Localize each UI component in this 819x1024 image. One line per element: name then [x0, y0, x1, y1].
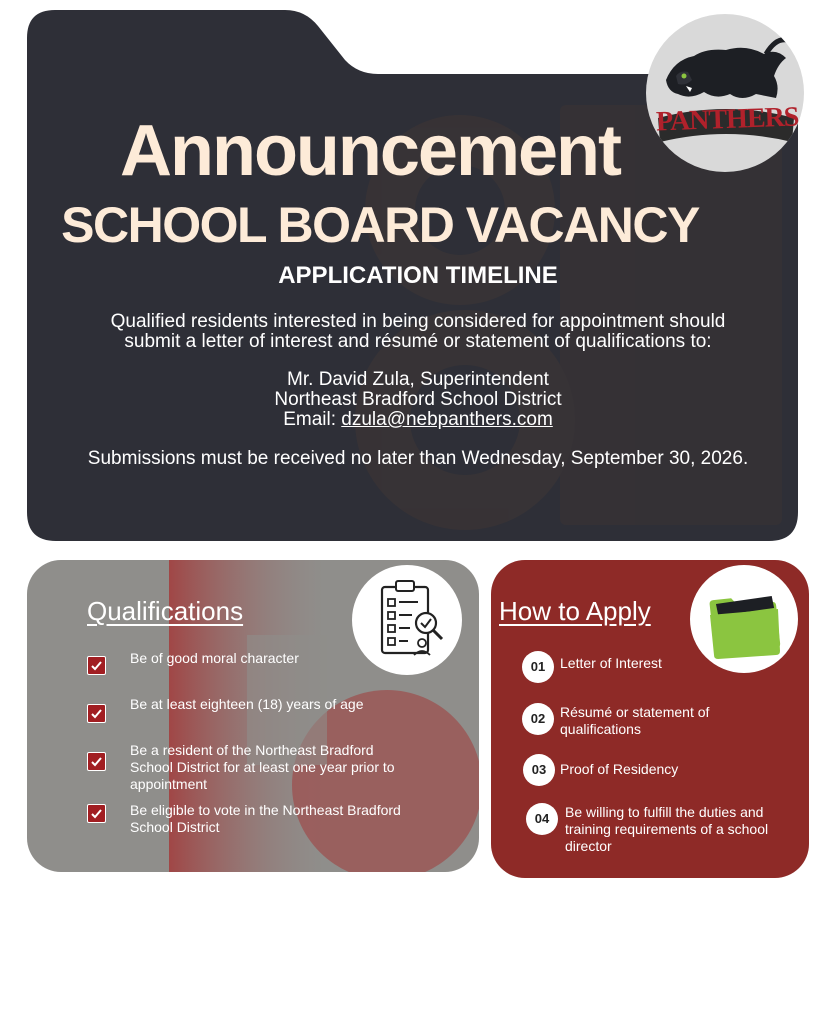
contact-name: Mr. David Zula, Superintendent	[287, 369, 549, 390]
checkbox-checked-icon	[87, 804, 106, 823]
email-link[interactable]: dzula@nebpanthers.com	[341, 409, 553, 430]
qualifications-card	[27, 560, 479, 872]
step-number-badge: 04	[526, 803, 558, 835]
qualifications-title: Qualifications	[87, 596, 244, 626]
checkbox-checked-icon	[87, 752, 106, 771]
contact-block	[60, 370, 776, 430]
qualification-text: Be at least eighteen (18) years of age	[130, 696, 364, 712]
step-text: qualifications	[560, 721, 641, 737]
checkbox-checked-icon	[87, 656, 106, 675]
email-label: Email:	[283, 409, 342, 430]
announcement-title: Announcement	[119, 111, 620, 191]
qualification-text: Be of good moral character	[130, 650, 299, 666]
how-to-apply-title: How to Apply	[499, 596, 651, 626]
step-text: director	[565, 838, 612, 854]
how-to-apply-card	[491, 560, 809, 878]
qualification-text: Be a resident of the Northeast Bradford	[130, 742, 374, 758]
qualification-text: School District	[130, 819, 220, 835]
deadline-text: Submissions must be received no later than Wednesday, September 30, 2026.	[87, 448, 749, 469]
vacancy-subtitle: SCHOOL BOARD VACANCY	[61, 197, 699, 253]
qualification-text: appointment	[130, 776, 208, 792]
step-text: Proof of Residency	[560, 761, 679, 777]
checkbox-checked-icon	[87, 704, 106, 723]
contact-email-line	[60, 410, 776, 430]
qualification-text: Be eligible to vote in the Northeast Bradford	[130, 802, 401, 818]
step-text: Be willing to fulfill the duties and	[565, 804, 764, 820]
step-number-badge: 03	[523, 754, 555, 786]
step-text: Résumé or statement of	[560, 704, 710, 720]
contact-org: Northeast Bradford School District	[274, 389, 562, 410]
intro-line: submit a letter of interest and résumé or statement of qualifications to:	[124, 331, 712, 352]
step-text: Letter of Interest	[560, 655, 662, 671]
timeline-heading: APPLICATION TIMELINE	[278, 262, 558, 289]
step-number-badge: 01	[522, 651, 554, 683]
step-number-badge: 02	[522, 703, 554, 735]
qualification-text: School District for at least one year prior to	[130, 759, 395, 775]
intro-line: Qualified residents interested in being considered for appointment should	[110, 311, 726, 332]
logo-wordmark: PANTHERS	[655, 101, 799, 138]
step-text: training requirements of a school	[565, 821, 769, 837]
intro-paragraph	[60, 312, 776, 352]
